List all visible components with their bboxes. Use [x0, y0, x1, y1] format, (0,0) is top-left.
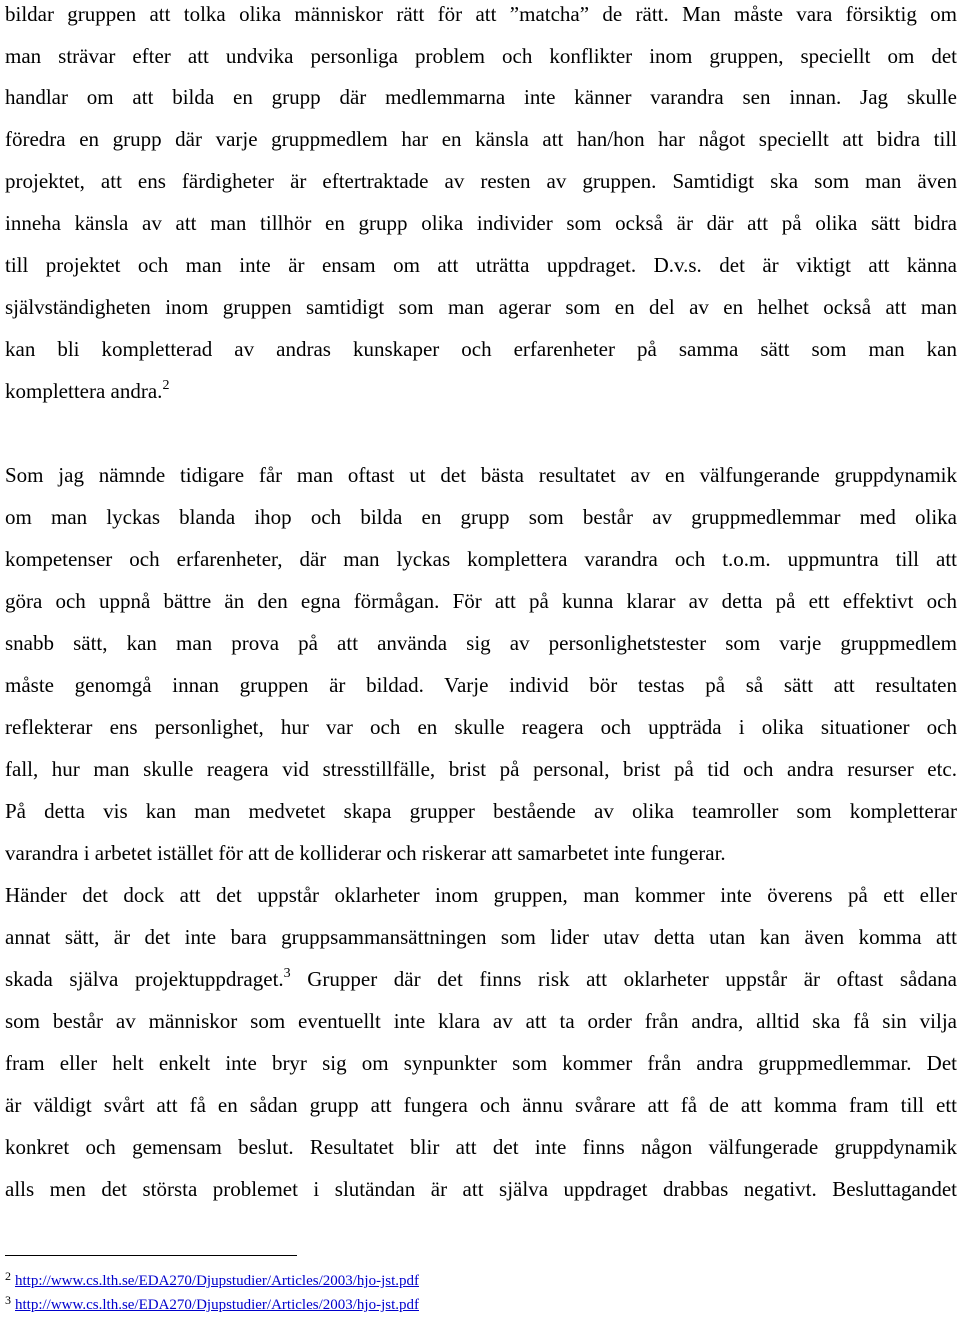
- text-line: Som jag nämnde tidigare får man oftast ut det bästa resultatet av en välfungerande gruppdynamik: [5, 463, 957, 487]
- footnote-separator: [5, 1255, 297, 1256]
- footnote-link[interactable]: http://www.cs.lth.se/EDA270/Djupstudier/Articles/2003/hjo-jst.pdf: [15, 1273, 419, 1289]
- text-line: projektet, att ens färdigheter är eftertraktade av resten av gruppen. Samtidigt ska som man även: [5, 169, 957, 193]
- text-line: handlar om att bilda en grupp där medlemmarna inte känner varandra sen innan. Jag skulle: [5, 85, 957, 109]
- text-line: Händer det dock att det uppstår oklarheter inom gruppen, man kommer inte överens på ett eller: [5, 883, 957, 907]
- text-line: snabb sätt, kan man prova på att använda sig av personlighetstester som varje gruppmedlem: [5, 631, 957, 655]
- text-segment: komplettera andra.: [5, 379, 163, 403]
- text-line: man strävar efter att undvika personliga problem och konflikter inom gruppen, speciellt om det: [5, 44, 957, 68]
- text-line: kompetenser och erfarenheter, där man lyckas komplettera varandra och t.o.m. uppmuntra till att: [5, 547, 957, 571]
- text-line: fall, hur man skulle reagera vid stresstillfälle, brist på personal, brist på tid och andra resurser etc.: [5, 757, 957, 781]
- text-segment: Grupper där det finns risk att oklarheter uppstår är oftast sådana: [290, 967, 957, 991]
- text-line: fram eller helt enkelt inte bryr sig om synpunkter som kommer från andra gruppmedlemmar. Det: [5, 1051, 957, 1075]
- footnote-reference[interactable]: 3: [283, 966, 291, 981]
- text-line: om man lyckas blanda ihop och bilda en grupp som består av gruppmedlemmar med olika: [5, 505, 957, 529]
- text-line: till projektet och man inte är ensam om att uträtta uppdraget. D.v.s. det är viktigt att känna: [5, 253, 957, 277]
- text-line: varandra i arbetet istället för att de kolliderar och riskerar att samarbetet inte fungerar.: [5, 841, 726, 865]
- text-line: [5, 966, 957, 992]
- text-line: På detta vis kan man medvetet skapa grupper bestående av olika teamroller som kompletterar: [5, 799, 957, 823]
- footnote-reference[interactable]: 2: [162, 378, 170, 393]
- text-line: som består av människor som eventuellt inte klara av att ta order från andra, alltid ska få sin vilja: [5, 1009, 957, 1033]
- text-line: är väldigt svårt att få en sådan grupp att fungera och ännu svårare att få de att komma fram till ett: [5, 1093, 957, 1117]
- text-line: inneha känsla av att man tillhör en grupp olika individer som också är där att på olika sätt bidra: [5, 211, 957, 235]
- text-line: göra och uppnå bättre än den egna förmågan. För att på kunna klarar av detta på ett effektivt och: [5, 589, 957, 613]
- footnote-number: 3: [5, 1293, 11, 1307]
- text-line: annat sätt, är det inte bara gruppsammansättningen som lider utav detta utan kan även komma att: [5, 925, 957, 949]
- footnote-3: [5, 1293, 419, 1314]
- footnote-link[interactable]: http://www.cs.lth.se/EDA270/Djupstudier/Articles/2003/hjo-jst.pdf: [15, 1297, 419, 1313]
- footnote-number: 2: [5, 1269, 11, 1283]
- text-line: [5, 378, 169, 404]
- text-line: självständigheten inom gruppen samtidigt som man agerar som en del av en helhet också att man: [5, 295, 957, 319]
- text-segment: skada själva projektuppdraget.: [5, 967, 284, 991]
- text-line: bildar gruppen att tolka olika människor rätt för att ”matcha” de rätt. Man måste vara försiktig om: [5, 2, 957, 26]
- text-line: föredra en grupp där varje gruppmedlem har en känsla att han/hon har något speciellt att bidra till: [5, 127, 957, 151]
- text-line: reflekterar ens personlighet, hur var och en skulle reagera och uppträda i olika situationer och: [5, 715, 957, 739]
- text-line: alls men det största problemet i slutändan är att själva uppdraget drabbas negativt. Besluttagandet: [5, 1177, 957, 1201]
- text-line: konkret och gemensam beslut. Resultatet blir att det inte finns någon välfungerade gruppdynamik: [5, 1135, 957, 1159]
- footnote-2: [5, 1269, 419, 1290]
- text-line: måste genomgå innan gruppen är bildad. Varje individ bör testas på så sätt att resultaten: [5, 673, 957, 697]
- text-line: kan bli kompletterad av andras kunskaper och erfarenheter på samma sätt som man kan: [5, 337, 957, 361]
